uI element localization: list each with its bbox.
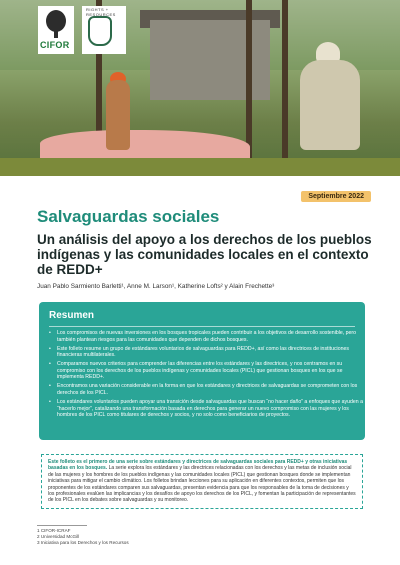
cover-photo	[0, 0, 400, 176]
rights-resources-logo-text: RIGHTS + RESOURCES	[86, 7, 116, 17]
photo-person-sitting	[300, 60, 360, 150]
photo-house	[150, 20, 270, 100]
series-intro-box	[41, 454, 363, 509]
logo-group	[38, 6, 128, 54]
footnote: 2 Universidad McGill	[37, 534, 80, 539]
summary-item: • Los compromisos de nuevas inversiones en los bosques tropicales pueden contribuir a los objetivos de desarrollo sostenible, pero también plantean riesgos para las comunidades que dependen de dichos bosques.	[57, 330, 369, 343]
summary-item: • Este folleto resume un grupo de estándares voluntarios de salvaguardas para REDD+, así como las directrices de instituciones financieras multilaterales.	[57, 346, 369, 359]
summary-box	[39, 302, 365, 440]
tree-trunk-icon	[54, 26, 58, 38]
document-subtitle: Un análisis del apoyo a los derechos de los pueblos indígenas y las comunidades locales en el contexto de REDD+	[37, 232, 372, 277]
summary-item: • Encontramos una variación considerable en la forma en que los estándares y directrices de salvaguardas se comprometen con los derechos de los PICL.	[57, 383, 369, 396]
footnote: 1 CIFOR-ICRAF	[37, 528, 71, 533]
photo-post	[282, 0, 288, 176]
rights-resources-logo	[82, 6, 126, 54]
summary-divider	[49, 326, 355, 327]
summary-item: • Los estándares voluntarios pueden apoyar una transición desde salvaguardas que buscan “no hacer daño” a enfoques que ayuden a “hacerlo mejor”, catalizando una transformación basada en derechos para generar un nuevo compromiso con las mujeres y los hombres de los PICL como titulares de derechos y socios, y no solo como beneficiarios de proyectos.	[57, 399, 369, 419]
footnotes	[37, 528, 237, 546]
document-title: Salvaguardas sociales	[37, 207, 220, 226]
cifor-logo	[38, 6, 74, 54]
photo-person-standing	[106, 80, 130, 150]
series-intro-highlight: Este folleto es el primero de una serie sobre estándares y directrices de salvaguardas sociales para REDD+ y otras iniciativas basadas en los bosques.	[48, 459, 348, 472]
series-intro-body: La serie explora los estándares y las directrices relacionadas con los derechos y las metas de inclusión social de las mujeres y los hombres de los pueblos indígenas y las comunidades locales (PICL) que gestionan bosques donde se implementan iniciativas para mitigar el cambio climático. Los folletos brindan lecciones para su aplicación en diferentes contextos, permiten que los proponentes de los estándares comparen sus salvaguardas, presentan evidencia para que los responsables de la toma de decisiones y los profesionales evalúen las implicancias y los desafíos de apoyo los derechos de los PICL, y fomentan la participación de representantes de los PICL en los debates sobre salvaguardas y su monitoreo.	[48, 465, 356, 504]
summary-heading: Resumen	[49, 310, 95, 321]
footnote: 3 Iniciativa para los Derechos y los Recursos	[37, 540, 129, 545]
date-badge: Septiembre 2022	[301, 191, 371, 202]
cifor-logo-text: CIFOR	[40, 40, 70, 50]
summary-list	[47, 330, 369, 421]
hands-icon	[88, 16, 112, 46]
photo-ground	[0, 158, 400, 176]
authors-line: Juan Pablo Sarmiento Barletti¹, Anne M. Larson¹, Katherine Lofts² y Alain Frechette³	[37, 283, 275, 290]
summary-item: • Comparamos nuevos criterios para comprender las diferencias entre los estándares y las directrices, y nos centramos en su compromiso con los derechos de los pueblos indígenas y comunidades locales (PICL) que gestionan bosques en los que se implementa REDD+.	[57, 361, 369, 381]
footnote-divider	[37, 525, 87, 526]
